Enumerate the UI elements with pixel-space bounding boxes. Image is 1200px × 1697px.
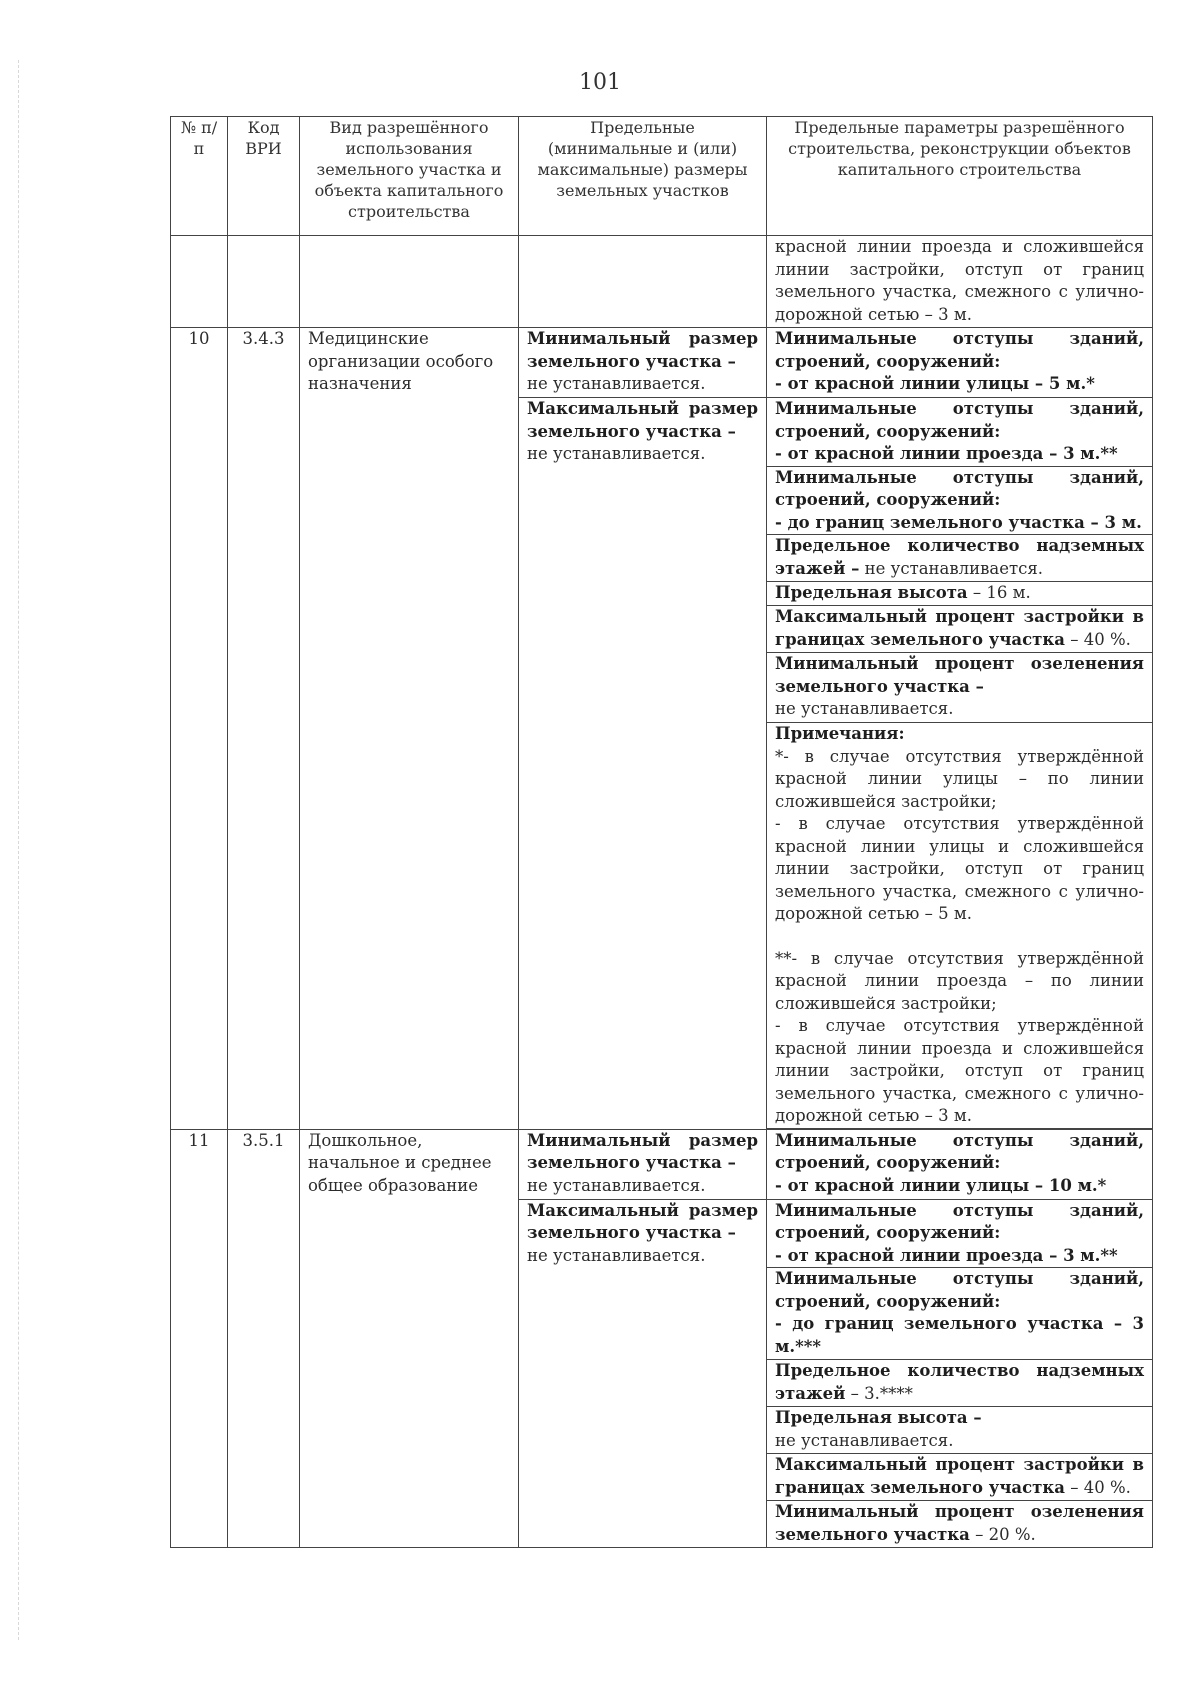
min-size-value: не устанавливается. [527,1175,706,1195]
param-cell: Предельное количество надземных этажей – не устанавливается. [767,535,1153,582]
regulations-table [170,116,1153,1548]
row-code: 3.5.1 [228,1129,300,1548]
param-cell: Минимальные отступы зданий, строений, сооружений: - от красной линии улицы – 10 м.* [767,1129,1153,1199]
param-cell: Минимальные отступы зданий, строений, сооружений: - от красной линии проезда – 3 м.** [767,398,1153,467]
note: - в случае отсутствия утверждённой красной линии проезда и сложившейся линии застройки, отступ от границ земельного участка, смежного с улично-дорожной сетью – 3 м. [775,1016,1144,1125]
note: **- в случае отсутствия утверждённой красной линии проезда – по линии сложившейся застройки; [775,948,1144,1013]
param-cell: Минимальные отступы зданий, строений, сооружений: - от красной линии улицы – 5 м.* [767,328,1153,398]
header-size: Предельные (минимальные и (или) максимальные) размеры земельных участков [519,117,767,236]
table-header-row [171,117,1153,236]
max-size-value: не устанавливается. [527,1245,706,1265]
min-size-value: не устанавливается. [527,374,706,393]
max-size-value: не устанавливается. [527,444,706,463]
min-size-title: Минимальный размер земельного участка – [527,329,758,371]
max-size-title: Максимальный размер земельного участка – [527,1200,758,1242]
param-cell: Минимальные отступы зданий, строений, сооружений: - до границ земельного участка – 3 м. [767,466,1153,535]
header-params: Предельные параметры разрешённого строительства, реконструкции объектов капитального строительства [767,117,1153,236]
note: *- в случае отсутствия утверждённой красной линии улицы – по линии сложившейся застройки; [775,746,1144,811]
param-cell: Минимальный процент озеленения земельного участка – не устанавливается. [767,653,1153,723]
binding-line [18,60,19,1640]
param-cell: Минимальные отступы зданий, строений, сооружений: - до границ земельного участка – 3 м.*** [767,1268,1153,1360]
param-cell: Предельное количество надземных этажей – 3.**** [767,1360,1153,1407]
row-usage: Дошкольное, начальное и среднее общее образование [300,1129,519,1548]
continuation-text: красной линии проезда и сложившейся линии застройки, отступ от границ земельного участка, смежного с улично-дорожной сетью – 3 м. [767,236,1153,328]
param-cell: Максимальный процент застройки в границах земельного участка – 40 %. [767,1454,1153,1501]
max-size-cell [519,398,767,1130]
row-number: 10 [171,328,228,1130]
row-number: 11 [171,1129,228,1548]
param-cell: Максимальный процент застройки в границах земельного участка – 40 %. [767,606,1153,653]
param-cell: Предельная высота – 16 м. [767,582,1153,606]
header-num: № п/п [171,117,228,236]
min-size-cell [519,328,767,398]
notes-title: Примечания: [775,724,905,743]
row-usage: Медицинские организации особого назначения [300,328,519,1130]
page-number: 101 [579,70,621,95]
min-size-title: Минимальный размер земельного участка – [527,1130,758,1172]
max-size-cell [519,1199,767,1548]
param-cell: Минимальные отступы зданий, строений, сооружений: - от красной линии проезда – 3 м.** [767,1199,1153,1268]
param-cell: Минимальный процент озеленения земельного участка – 20 %. [767,1501,1153,1548]
note: - в случае отсутствия утверждённой красной линии улицы и сложившейся линии застройки, отступ от границ земельного участка, смежного с улично-дорожной сетью – 5 м. [775,814,1144,923]
row-code: 3.4.3 [228,328,300,1130]
header-code: Код ВРИ [228,117,300,236]
notes-cell [767,723,1153,1129]
param-cell: Предельная высота – не устанавливается. [767,1407,1153,1454]
continuation-row [171,236,1153,328]
min-size-cell [519,1129,767,1199]
table-row [171,1129,1153,1199]
max-size-title: Максимальный размер земельного участка – [527,399,758,441]
table-row [171,328,1153,398]
header-usage: Вид разрешённого использования земельного участка и объекта капитального строительства [300,117,519,236]
